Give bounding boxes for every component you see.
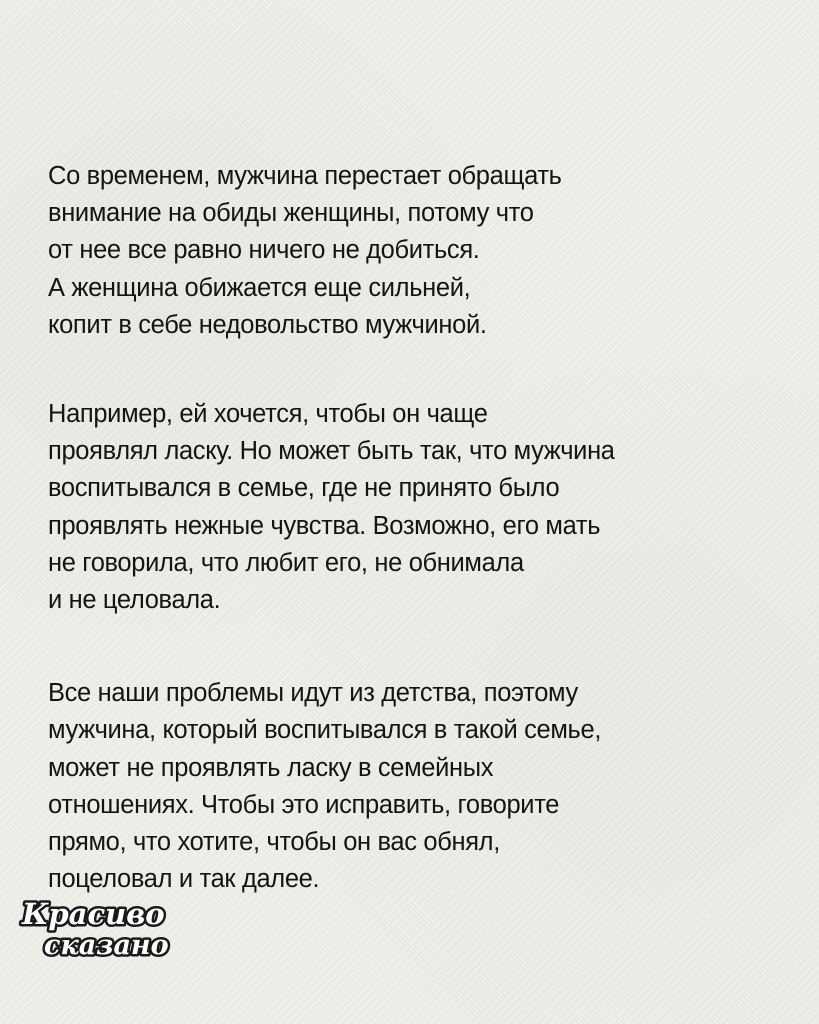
text-line: Все наши проблемы идут из детства, поэтому: [48, 679, 578, 708]
text-line: отношениях. Чтобы это исправить, говорите: [48, 790, 560, 819]
text-line: может не проявлять ласку в семейных: [48, 753, 494, 782]
text-line: проявлять нежные чувства. Возможно, его мать: [48, 511, 601, 540]
logo-line-1: Красиво: [22, 897, 165, 931]
paragraph-3: [48, 675, 788, 898]
text-line: проявлял ласку. Но может быть так, что мужчина: [48, 437, 615, 466]
text-line: А женщина обижается еще сильней,: [48, 273, 471, 302]
text-line: прямо, что хотите, чтобы он вас обнял,: [48, 828, 500, 857]
paragraph-2: [48, 396, 788, 619]
text-line: не говорила, что любит его, не обнимала: [48, 548, 524, 577]
brand-logo: [18, 888, 178, 968]
logo-icon: [18, 888, 178, 968]
text-line: мужчина, который воспитывался в такой семье,: [48, 716, 602, 745]
text-line: поцеловал и так далее.: [48, 865, 320, 894]
text-line: от нее все равно ничего не добиться.: [48, 236, 480, 265]
paragraph-1: [48, 158, 788, 344]
document-body: [48, 158, 788, 898]
text-line: и не целовала.: [48, 586, 221, 615]
text-line: Например, ей хочется, чтобы он чаще: [48, 400, 488, 429]
text-line: Со временем, мужчина перестает обращать: [48, 162, 562, 190]
text-line: копит в себе недовольство мужчиной.: [48, 310, 487, 339]
logo-line-2: сказано: [44, 930, 169, 961]
text-line: воспитывался в семье, где не принято было: [48, 474, 560, 503]
text-line: внимание на обиды женщины, потому что: [48, 199, 534, 228]
